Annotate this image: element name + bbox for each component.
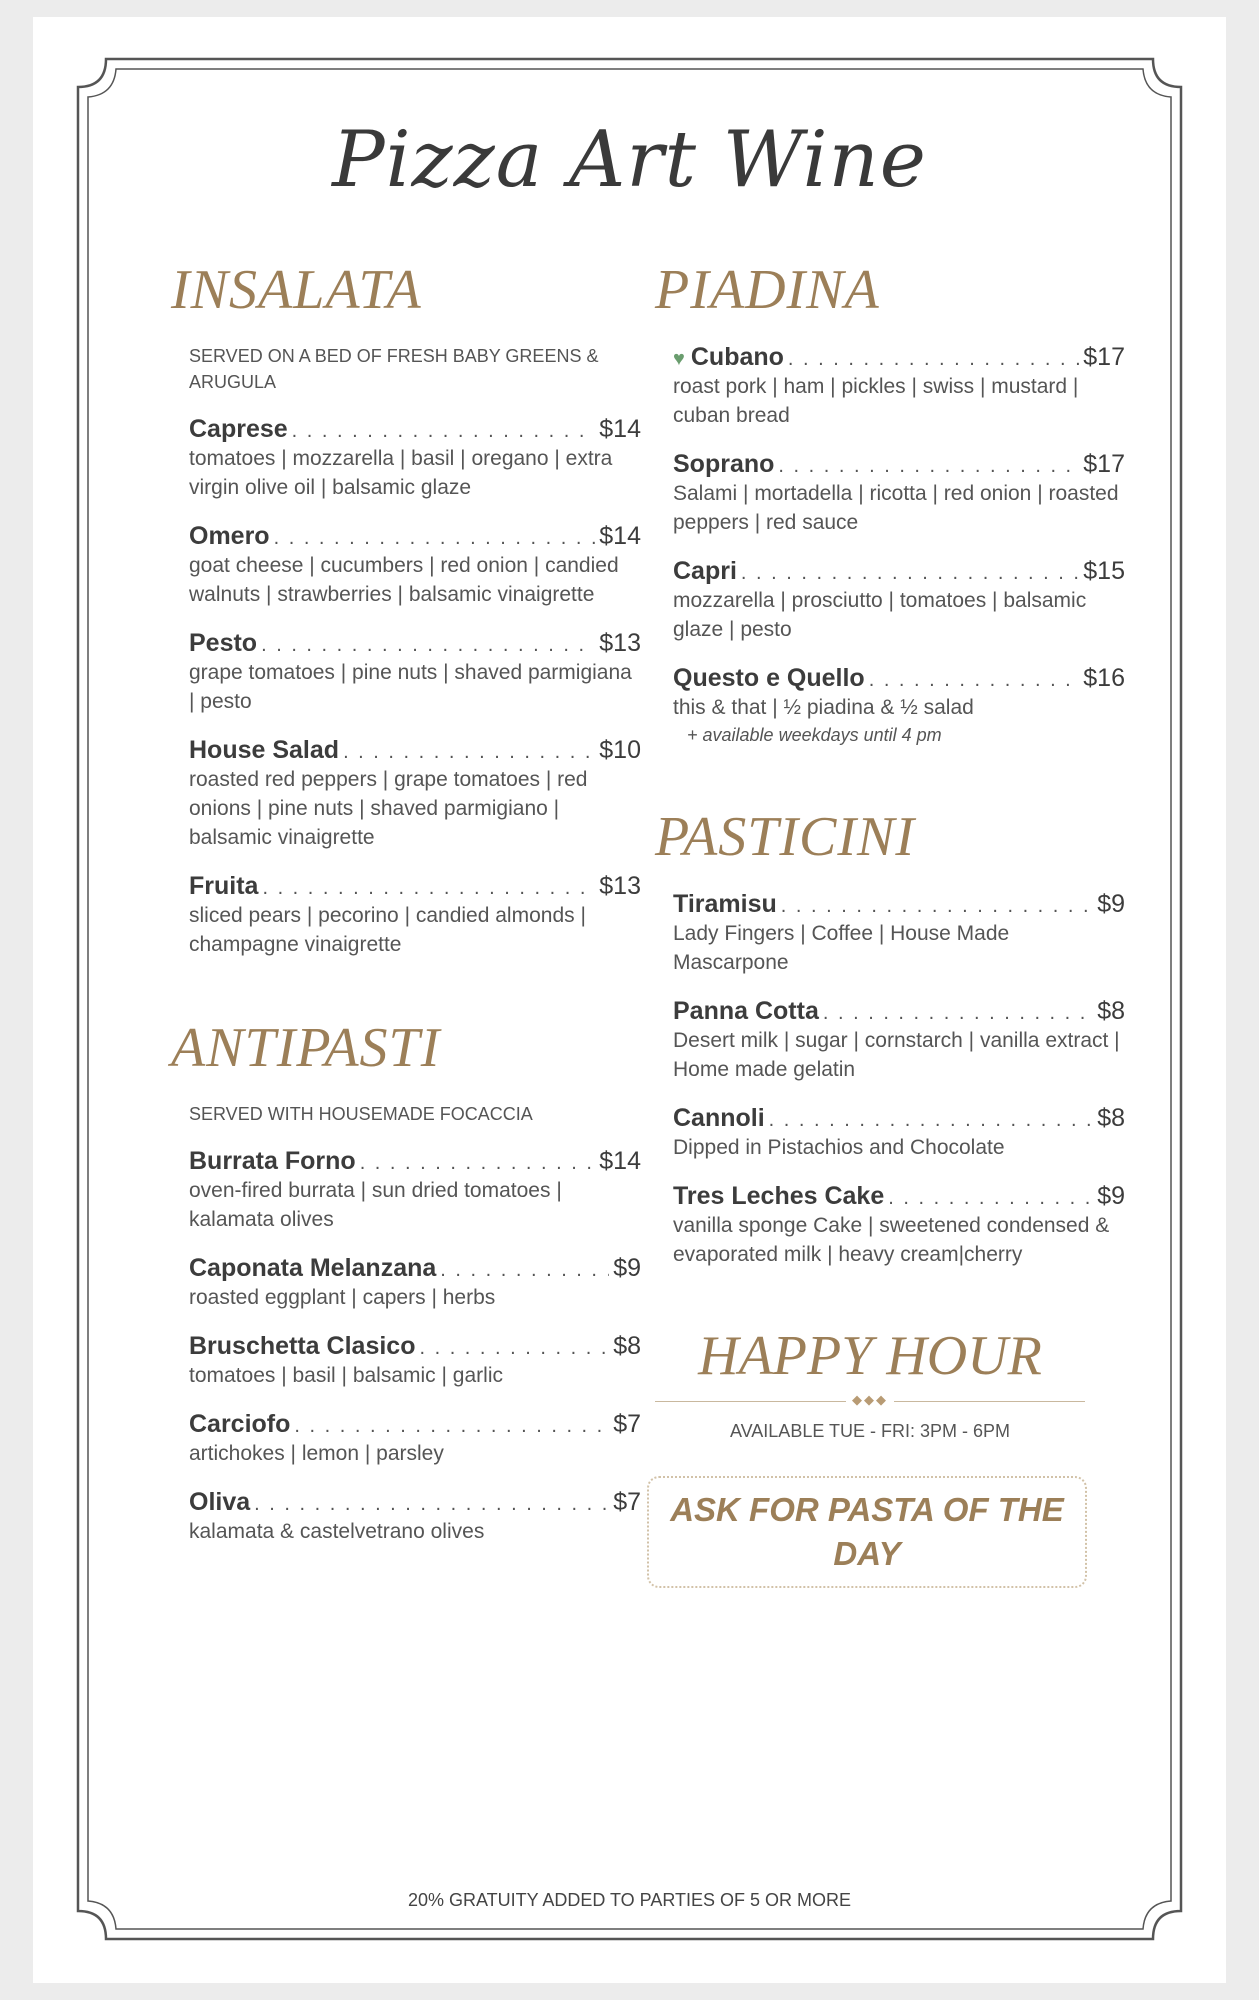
menu-item-price: $14 xyxy=(599,522,641,550)
menu-item-description: vanilla sponge Cake | sweetened condensed & evaporated milk | heavy cream|cherry xyxy=(673,1214,1110,1266)
menu-item-row xyxy=(673,1182,1125,1211)
menu-item-name-text: Caprese xyxy=(189,415,288,443)
restaurant-title: Pizza Art Wine xyxy=(332,115,927,205)
menu-item-row xyxy=(673,664,1125,693)
menu-item-row xyxy=(189,1147,641,1176)
dot-leader xyxy=(292,420,596,443)
menu-item-availability-note: + available weekdays until 4 pm xyxy=(687,725,942,745)
dot-leader xyxy=(781,895,1093,918)
menu-page xyxy=(33,17,1226,1983)
menu-item-description: oven-fired burrata | sun dried tomatoes | kalamata olives xyxy=(189,1179,562,1231)
menu-item-price: $8 xyxy=(613,1332,641,1360)
menu-item-price: $8 xyxy=(1097,1104,1125,1132)
menu-item-row xyxy=(189,1488,641,1517)
menu-item-row xyxy=(673,1104,1125,1133)
menu-item-name-text: House Salad xyxy=(189,736,340,764)
dot-leader xyxy=(741,562,1079,585)
menu-item-name-text: Bruschetta Clasico xyxy=(189,1332,416,1360)
menu-item-name-text: Carciofo xyxy=(189,1410,291,1438)
menu-item-name-text: Oliva xyxy=(189,1488,251,1516)
menu-item xyxy=(673,557,1125,644)
menu-item-price: $13 xyxy=(599,629,641,657)
menu-item-description: tomatoes | basil | balsamic | garlic xyxy=(189,1364,503,1387)
menu-item-name-text: Burrata Forno xyxy=(189,1147,356,1175)
dot-leader xyxy=(419,1337,609,1360)
right-column xyxy=(655,255,1125,1588)
diamond-ornament-icon: ◆◆◆ xyxy=(846,1393,894,1408)
insalata-note: SERVED ON A BED OF FRESH BABY GREENS & ARUGULA xyxy=(189,346,599,392)
section-heading-insalata: INSALATA xyxy=(171,259,422,321)
menu-item-description: sliced pears | pecorino | candied almonds | champagne vinaigrette xyxy=(189,904,586,956)
menu-item-name xyxy=(189,1332,415,1361)
menu-item-name-text: Fruita xyxy=(189,872,259,900)
menu-item-name-text: Cubano xyxy=(690,343,784,371)
menu-item xyxy=(189,522,641,609)
menu-item-name xyxy=(189,1147,356,1176)
menu-item-description: kalamata & castelvetrano olives xyxy=(189,1520,485,1543)
menu-item xyxy=(673,997,1125,1084)
menu-item-name xyxy=(673,450,774,479)
menu-item-description: roasted eggplant | capers | herbs xyxy=(189,1286,496,1309)
menu-item-description: Desert milk | sugar | cornstarch | vanilla extract | Home made gelatin xyxy=(673,1029,1120,1081)
antipasti-note: SERVED WITH HOUSEMADE FOCACCIA xyxy=(189,1104,533,1124)
menu-item xyxy=(189,629,641,716)
menu-item-row xyxy=(189,415,641,444)
menu-item-row xyxy=(673,343,1125,372)
menu-item xyxy=(673,450,1125,537)
menu-item-row xyxy=(673,997,1125,1026)
menu-item xyxy=(673,343,1125,430)
menu-item xyxy=(189,1254,641,1312)
menu-item-name-text: Caponata Melanzana xyxy=(189,1254,437,1282)
dot-leader xyxy=(869,669,1080,692)
menu-item-name-text: Tres Leches Cake xyxy=(673,1182,885,1210)
section-heading-antipasti: ANTIPASTI xyxy=(171,1017,441,1079)
happy-hour-divider xyxy=(655,1393,1085,1409)
menu-item-name-text: Soprano xyxy=(673,450,775,478)
menu-item-name xyxy=(189,1254,436,1283)
dot-leader xyxy=(778,455,1079,478)
menu-item-name-text: Panna Cotta xyxy=(673,997,819,1025)
menu-item-name xyxy=(673,997,819,1026)
menu-item-description: mozzarella | prosciutto | tomatoes | balsamic glaze | pesto xyxy=(673,589,1087,641)
dot-leader xyxy=(360,1152,596,1175)
menu-item xyxy=(189,1488,641,1546)
menu-item-price: $8 xyxy=(1097,997,1125,1025)
section-heading-pasticini: PASTICINI xyxy=(655,806,915,868)
menu-item-name xyxy=(189,1410,290,1439)
dot-leader xyxy=(294,1415,609,1438)
happy-hour-title: HAPPY HOUR xyxy=(698,1325,1042,1387)
menu-item-description: this & that | ½ piadina & ½ salad xyxy=(673,696,974,719)
menu-item xyxy=(189,1147,641,1234)
menu-item-name-text: Tiramisu xyxy=(673,890,777,918)
menu-item-row xyxy=(189,629,641,658)
menu-item-description: roasted red peppers | grape tomatoes | red onions | pine nuts | shaved parmigiano | balsamic vinaigrette xyxy=(189,768,588,849)
menu-item xyxy=(189,872,641,959)
menu-item-price: $9 xyxy=(613,1254,641,1282)
menu-item-price: $17 xyxy=(1083,343,1125,371)
menu-item xyxy=(673,664,1125,748)
menu-item-price: $15 xyxy=(1083,557,1125,585)
heart-icon: ♥ xyxy=(673,348,685,370)
menu-item xyxy=(673,1104,1125,1162)
menu-item-name xyxy=(673,1182,884,1211)
menu-item-row xyxy=(189,1254,641,1283)
menu-item-name-text: Questo e Quello xyxy=(673,664,865,692)
menu-item-description: Dipped in Pistachios and Chocolate xyxy=(673,1136,1005,1159)
left-column xyxy=(171,255,641,1566)
menu-item-name xyxy=(673,664,865,693)
dot-leader xyxy=(823,1002,1093,1025)
menu-item-description: Lady Fingers | Coffee | House Made Mascarpone xyxy=(673,922,1010,974)
happy-hour-availability: AVAILABLE TUE - FRI: 3PM - 6PM xyxy=(729,1421,1011,1441)
menu-item-name xyxy=(673,1104,765,1133)
dot-leader xyxy=(262,877,595,900)
menu-item-name xyxy=(189,415,288,444)
menu-item-price: $14 xyxy=(599,415,641,443)
menu-item-name xyxy=(189,1488,250,1517)
menu-item-row xyxy=(673,890,1125,919)
menu-item-description: artichokes | lemon | parsley xyxy=(189,1442,444,1465)
dot-leader xyxy=(440,1259,609,1282)
menu-item-name xyxy=(189,629,257,658)
menu-item-row xyxy=(673,450,1125,479)
menu-item-name xyxy=(189,872,258,901)
menu-item-name xyxy=(673,343,784,372)
dot-leader xyxy=(769,1109,1094,1132)
menu-item-name xyxy=(673,890,777,919)
menu-item-name xyxy=(189,522,270,551)
menu-item-name-text: Pesto xyxy=(189,629,258,657)
menu-item-description: Salami | mortadella | ricotta | red onion | roasted peppers | red sauce xyxy=(673,482,1119,534)
menu-item-row xyxy=(673,557,1125,586)
menu-item-description: goat cheese | cucumbers | red onion | candied walnuts | strawberries | balsamic vinaigrette xyxy=(189,554,619,606)
dot-leader xyxy=(888,1187,1093,1210)
antipasti-items xyxy=(171,1147,641,1546)
menu-item-row xyxy=(189,522,641,551)
menu-item-price: $7 xyxy=(613,1410,641,1438)
section-heading-piadina: PIADINA xyxy=(655,259,880,321)
menu-item-description: tomatoes | mozzarella | basil | oregano | extra virgin olive oil | balsamic glaze xyxy=(189,447,613,499)
menu-item-row xyxy=(189,1410,641,1439)
gratuity-note: 20% GRATUITY ADDED TO PARTIES OF 5 OR MORE xyxy=(407,1890,852,1910)
pasticini-items xyxy=(655,890,1125,1269)
menu-item-price: $9 xyxy=(1097,890,1125,918)
dot-leader xyxy=(788,348,1079,371)
menu-item xyxy=(189,736,641,852)
menu-item-price: $7 xyxy=(613,1488,641,1516)
pasta-of-the-day-callout: ASK FOR PASTA OF THE DAY xyxy=(647,1476,1087,1588)
menu-item-row xyxy=(189,1332,641,1361)
menu-item-price: $13 xyxy=(599,872,641,900)
menu-item-name-text: Cannoli xyxy=(673,1104,765,1132)
menu-item-price: $14 xyxy=(599,1147,641,1175)
menu-item-row xyxy=(189,736,641,765)
menu-item-price: $10 xyxy=(599,736,641,764)
dot-leader xyxy=(261,634,595,657)
menu-item-price: $16 xyxy=(1083,664,1125,692)
insalata-items xyxy=(171,415,641,959)
menu-item xyxy=(673,1182,1125,1269)
menu-item-description: grape tomatoes | pine nuts | shaved parmigiana | pesto xyxy=(189,661,632,713)
menu-item xyxy=(673,890,1125,977)
dot-leader xyxy=(254,1493,609,1516)
menu-item-price: $9 xyxy=(1097,1182,1125,1210)
dot-leader xyxy=(274,527,596,550)
menu-item xyxy=(189,415,641,502)
menu-item-name-text: Capri xyxy=(673,557,737,585)
dot-leader xyxy=(343,741,595,764)
menu-item-description: roast pork | ham | pickles | swiss | mustard | cuban bread xyxy=(673,375,1079,427)
menu-item xyxy=(189,1410,641,1468)
menu-item-row xyxy=(189,872,641,901)
menu-item xyxy=(189,1332,641,1390)
menu-item-name xyxy=(189,736,339,765)
menu-item-price: $17 xyxy=(1083,450,1125,478)
menu-item-name-text: Omero xyxy=(189,522,270,550)
piadina-items xyxy=(655,343,1125,748)
menu-item-name xyxy=(673,557,737,586)
